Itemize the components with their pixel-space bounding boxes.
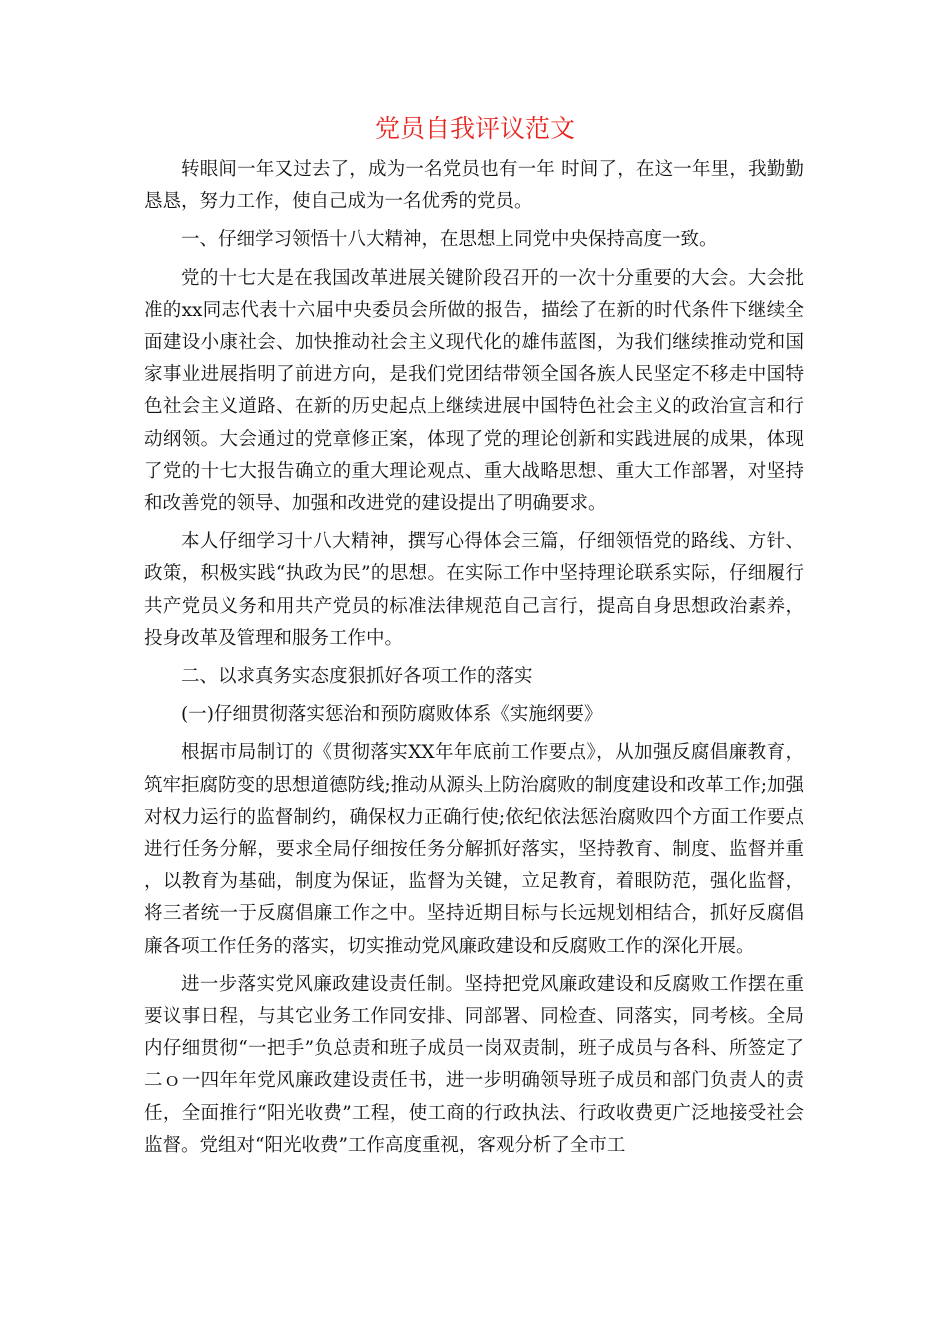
paragraph-responsibility: 进一步落实党风廉政建设责任制。坚持把党风廉政建设和反腐败工作摆在重要议事日程，与其它业务工作同安排、同部署、同检查、同落实，同考核。全局内仔细贯彻“一把手”负总责和班子成员一岗双责制，班子成员与各科、所签定了二ｏ一四年年党风廉政建设责任书，进一步明确领导班子成员和部门负责人的责任，全面推行“阳光收费”工程，使工商的行政执法、行政收费更广泛地接受社会监督。党组对“阳光收费”工作高度重视，客观分析了全市工 (144, 973, 804, 1156)
paragraph-intro: 转眼间一年又过去了，成为一名党员也有一年 时间了，在这一年里，我勤勤恳恳，努力工作，使自己成为一名优秀的党员。 (144, 159, 804, 213)
paragraph-congress: 党的十七大是在我国改革进展关键阶段召开的一次十分重要的大会。大会批准的xx同志代表十六届中央委员会所做的报告，描绘了在新的时代条件下继续全面建设小康社会、加快推动社会主义现代化的雄伟蓝图，为我们继续推动党和国家事业进展指明了前进方向，是我们党团结带领全国各族人民坚定不移走中国特色社会主义道路、在新的历史起点上继续进展中国特色社会主义的政治宣言和行动纲领。大会通过的党章修正案，体现了党的理论创新和实践进展的成果，体现了党的十七大报告确立的重大理论观点、重大战略思想、重大工作部署，对坚持和改善党的领导、加强和改进党的建设提出了明确要求。 (144, 267, 804, 515)
paragraph-study: 本人仔细学习十八大精神，撰写心得体会三篇，仔细领悟党的路线、方针、政策，积极实践“执政为民”的思想。在实际工作中坚持理论联系实际，仔细履行共产党员义务和用共产党员的标准法律规范自己言行，提高自身思想政治素养，投身改革及管理和服务工作中。 (144, 531, 804, 649)
section-heading-1: 一、仔细学习领悟十八大精神，在思想上同党中央保持高度一致。 (181, 229, 718, 251)
subsection-heading-1: (一)仔细贯彻落实惩治和预防腐败体系《实施纲要》 (181, 704, 603, 726)
document-title: 党员自我评议范文 (374, 114, 575, 143)
paragraph-anticorruption: 根据市局制订的《贯彻落实XX年年底前工作要点》，从加强反腐倡廉教育，筑牢拒腐防变的思想道德防线;推动从源头上防治腐败的制度建设和改革工作;加强对权力运行的监督制约，确保权力正确行使;依纪依法惩治腐败四个方面工作要点进行任务分解，要求全局仔细按任务分解抓好落实，坚持教育、制度、监督并重，以教育为基础，制度为保证，监督为关键，立足教育，着眼防范，强化监督，将三者统一于反腐倡廉工作之中。坚持近期目标与长远规划相结合，抓好反腐倡廉各项工作任务的落实，切实推动党风廉政建设和反腐败工作的深化开展。 (144, 742, 804, 957)
document-body (144, 154, 804, 1168)
section-heading-2: 二、以求真务实态度狠抓好各项工作的落实 (181, 666, 533, 688)
